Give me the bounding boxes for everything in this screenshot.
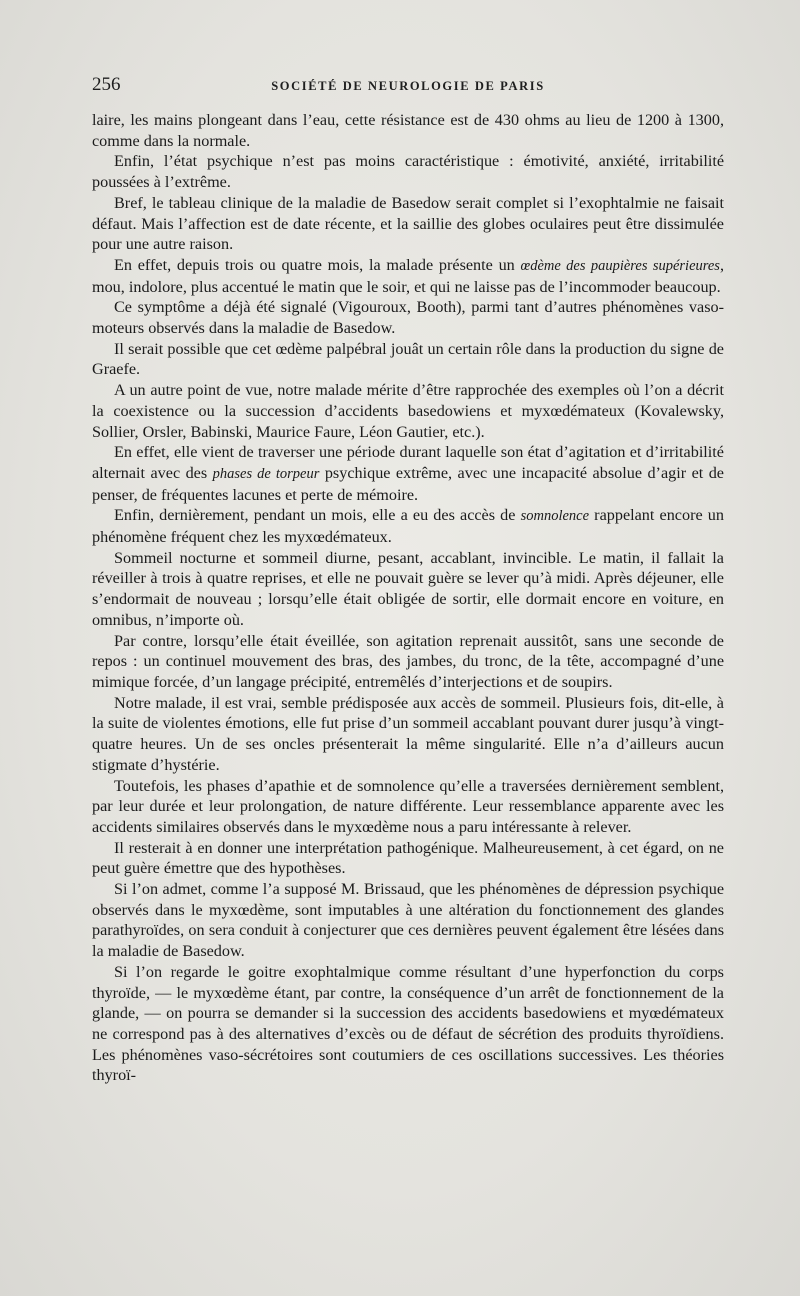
running-head: SOCIÉTÉ DE NEUROLOGIE DE PARIS	[271, 79, 545, 93]
paragraph-9	[92, 505, 724, 547]
paragraph-8-text-a: En effet, elle vient de traverser une période durant laquelle son état d’agitation et d’irritabilité alternait avec des	[92, 443, 724, 482]
paragraph-7: A un autre point de vue, notre malade mérite d’être rapprochée des exemples où l’on a décrit la coexistence ou la succession d’accidents basedowiens et myxœdémateux (Kovalewsky, Sollier, Orsler, Babinski, Maurice Faure, Léon Gautier, etc.).	[92, 381, 724, 441]
paragraph-14: Il resterait à en donner une interprétation pathogénique. Malheureusement, à cet égard, on ne peut guère émettre que des hypothèses.	[92, 838, 724, 878]
paragraph-11: Par contre, lorsqu’elle était éveillée, son agitation reprenait aussitôt, sans une seconde de repos : un continuel mouvement des bras, des jambes, du tronc, de la tête, accompagné d’une mimique forcée, d’un langage précipité, entremêlés d’interjections et de soupirs.	[92, 631, 724, 691]
paragraph-9-text-b: rappelant encore un phénomène fréquent chez les myxœdémateux.	[92, 506, 724, 547]
paragraph-3: Bref, le tableau clinique de la maladie de Basedow serait complet si l’exophtalmie ne faisait défaut. Mais l’affection est de date récente, et la saillie des globes oculaires peut être dissimulée pour une autre raison.	[92, 193, 724, 254]
paragraph-4-italic: œdème des paupières supérieures	[520, 257, 720, 274]
paragraph-2: Enfin, l’état psychique n’est pas moins caractéristique : émotivité, anxiété, irritabilité poussées à l’extrême.	[92, 152, 724, 192]
paragraph-1: laire, les mains plongeant dans l’eau, cette résistance est de 430 ohms au lieu de 1200 à 1300, comme dans la normale.	[92, 111, 724, 150]
paragraph-12: Notre malade, il est vrai, semble prédisposée aux accès de sommeil. Plusieurs fois, dit-elle, à la suite de violentes émotions, elle fut prise d’un sommeil accablant pouvant durer jusqu’à vingt-quatre heures. Un de ses oncles présenterait la même singularité. Elle n’a d’ailleurs aucun stigmate d’hystérie.	[92, 693, 724, 774]
body-text	[92, 110, 724, 1086]
paragraph-8-text-b: psychique extrême, avec une incapacité absolue d’agir et de penser, de fréquentes lacunes et perte de mémoire.	[92, 463, 724, 504]
paragraph-13: Toutefois, les phases d’apathie et de somnolence qu’elle a traversées dernièrement semblent, par leur durée et leur prolongation, de nature différente. Leur ressemblance apparente avec les accidents similaires observés dans le myxœdème nous a paru intéressante à relever.	[92, 776, 724, 836]
paragraph-8	[92, 442, 724, 505]
paragraph-9-italic: somnolence	[520, 508, 590, 525]
paragraph-4	[92, 255, 724, 297]
paragraph-10: Sommeil nocturne et sommeil diurne, pesant, accablant, invincible. Le matin, il fallait la réveiller à trois à quatre reprises, et elle ne pouvait guère se lever qu’à midi. Après déjeuner, elle s’endormait de nouveau ; lorsqu’elle était obligée de sortir, elle dormait encore en voiture, en omnibus, n’importe où.	[92, 548, 724, 629]
page-number: 256	[92, 74, 121, 95]
paragraph-15: Si l’on admet, comme l’a supposé M. Brissaud, que les phénomènes de dépression psychique observés dans le myxœdème, sont imputables à une altération du fonctionnement des glandes parathyroïdes, on sera conduit à conjecturer que ces dernières peuvent également être lésées dans la maladie de Basedow.	[92, 880, 724, 961]
paragraph-5: Ce symptôme a déjà été signalé (Vigouroux, Booth), parmi tant d’autres phénomènes vaso-moteurs observés dans la maladie de Basedow.	[92, 298, 724, 338]
paragraph-4-text-a: En effet, depuis trois ou quatre mois, la malade présente un	[114, 255, 521, 274]
paragraph-4-text-b: , mou, indolore, plus accentué le matin que le soir, et qui ne laisse pas de l’incommoder beaucoup.	[92, 255, 724, 296]
paragraph-16: Si l’on regarde le goitre exophtalmique comme résultant d’une hyperfonction du corps thyroïde, — le myxœdème étant, par contre, la conséquence d’un arrêt de fonctionnement de la glande, — on pourra se demander si la succession des accidents basedowiens et myœdémateux ne correspond pas à des alternatives d’excès ou de défaut de sécrétion des produits thyroïdiens. Les phénomènes vaso-sécrétoires sont coutumiers de ces oscillations successives. Les théories thyroï-	[92, 962, 724, 1085]
paragraph-9-text-a: Enfin, dernièrement, pendant un mois, elle a eu des accès de	[114, 506, 521, 525]
paragraph-8-italic: phases de torpeur	[212, 465, 320, 482]
page-header	[92, 74, 724, 102]
paragraph-6: Il serait possible que cet œdème palpébral jouât un certain rôle dans la production du signe de Graefe.	[92, 339, 724, 379]
